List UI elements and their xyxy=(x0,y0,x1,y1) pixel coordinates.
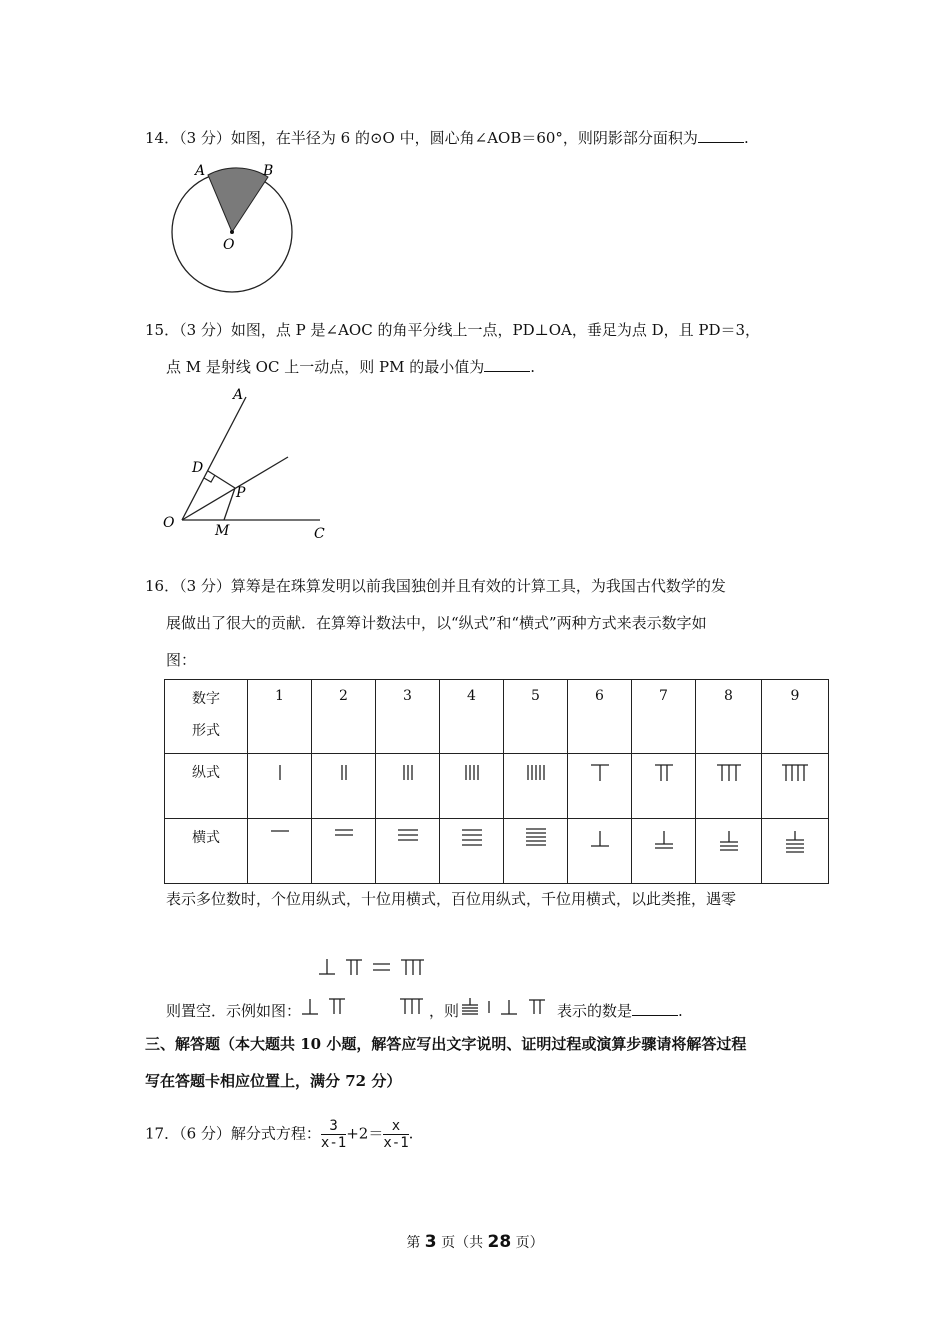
q17-number: 17． xyxy=(145,1124,180,1143)
q16-stem-1: 算筹是在珠算发明以前我国独创并且有效的计算工具，为我国古代数学的发 xyxy=(230,577,726,595)
vertical-rod-2 xyxy=(312,754,376,819)
table-row-vertical xyxy=(165,754,829,819)
horizontal-rod-7 xyxy=(632,819,696,884)
q15-label-m: M xyxy=(215,523,230,539)
q14-label-a: A xyxy=(195,163,206,179)
q16-line5 xyxy=(166,996,683,1021)
footer-page-number: 3 xyxy=(424,1232,437,1252)
horizontal-rod-3 xyxy=(376,819,440,884)
digit-cell: 1 xyxy=(248,680,312,754)
q14-text xyxy=(145,128,749,148)
vertical-rod-9 xyxy=(762,754,829,819)
q14-stem: 如图，在半径为 6 的⊙O 中，圆心角∠AOB＝60°，则阴影部分面积为 xyxy=(230,129,698,147)
header-digit-label: 数字 xyxy=(192,691,220,707)
footer-mid: 页（共 xyxy=(436,1235,488,1251)
q16-stem-5c: 表示的数是 xyxy=(557,1002,633,1020)
q17-stem: 解分式方程： xyxy=(230,1124,321,1143)
horizontal-rod-5 xyxy=(504,819,568,884)
q15-label-d: D xyxy=(192,460,204,476)
q14-number: 14． xyxy=(145,129,180,147)
q15-label-p: P xyxy=(236,485,246,501)
row-label-horizontal: 横式 xyxy=(165,819,248,884)
q16-number: 16． xyxy=(145,577,180,595)
vertical-rod-6 xyxy=(568,754,632,819)
q15-stem-2: 点 M 是射线 OC 上一动点，则 PM 的最小值为 xyxy=(166,358,485,376)
fraction-denominator: x-1 xyxy=(383,1135,409,1151)
q15-label-c: C xyxy=(314,526,325,542)
horizontal-rod-4 xyxy=(440,819,504,884)
fraction-numerator: 3 xyxy=(321,1118,346,1135)
footer-prefix: 第 xyxy=(406,1235,425,1251)
q17-middle: +2＝ xyxy=(346,1124,384,1143)
q15-line1 xyxy=(145,320,760,340)
q16-stem-5b: ，则 xyxy=(429,1002,460,1020)
section3-heading-1: 三、解答题（本大题共 10 小题，解答应写出文字说明、证明过程或演算步骤请将解答过程 xyxy=(145,1035,747,1053)
q15-stem-1: 如图，点 P 是∠AOC 的角平分线上一点，PD⊥OA，垂足为点 D，且 PD＝3， xyxy=(230,321,761,339)
fraction-numerator: x xyxy=(383,1118,408,1135)
q15-label-o: O xyxy=(163,515,175,531)
digit-cell: 5 xyxy=(504,680,568,754)
horizontal-rod-1 xyxy=(248,819,312,884)
q15-pm-segment xyxy=(224,488,235,520)
vertical-rod-8 xyxy=(696,754,762,819)
q16-stem-3: 图： xyxy=(166,651,197,669)
q16-stem-5a: 则置空．示例如图： xyxy=(166,1002,302,1020)
footer-suffix: 页） xyxy=(511,1235,544,1251)
q15-number: 15． xyxy=(145,321,180,339)
q14-shaded-sector xyxy=(208,168,268,232)
horizontal-rod-9 xyxy=(762,819,829,884)
q16-line1 xyxy=(145,576,726,596)
horizontal-rod-2 xyxy=(312,819,376,884)
digit-cell: 7 xyxy=(632,680,696,754)
q14-end: . xyxy=(743,129,749,147)
q17-score: （6 分） xyxy=(179,1124,231,1143)
q16-score: （3 分） xyxy=(179,577,231,595)
q17-fraction-2 xyxy=(383,1118,408,1151)
example-rods-top xyxy=(318,956,430,980)
q16-end: . xyxy=(678,1002,683,1020)
row-label-vertical: 纵式 xyxy=(165,754,248,819)
q14-score: （3 分） xyxy=(179,129,231,147)
section3-heading-2: 写在答题卡相应位置上，满分 72 分） xyxy=(145,1072,402,1090)
footer-total-pages: 28 xyxy=(487,1232,512,1252)
fraction-denominator: x-1 xyxy=(320,1135,347,1151)
q17-fraction-1 xyxy=(321,1118,346,1151)
vertical-rod-1 xyxy=(248,754,312,819)
table-row-horizontal xyxy=(165,819,829,884)
q14-circle-figure xyxy=(160,155,305,295)
digit-cell: 3 xyxy=(376,680,440,754)
header-form-label: 形式 xyxy=(192,723,220,739)
digit-cell: 2 xyxy=(312,680,376,754)
question-rods xyxy=(459,996,557,1020)
q14-label-b: B xyxy=(263,163,274,179)
vertical-rod-3 xyxy=(376,754,440,819)
horizontal-rod-6 xyxy=(568,819,632,884)
vertical-rod-7 xyxy=(632,754,696,819)
q14-answer-blank xyxy=(698,128,744,143)
q17-line xyxy=(145,1118,413,1151)
digit-cell: 8 xyxy=(696,680,762,754)
digit-cell: 4 xyxy=(440,680,504,754)
q15-line2 xyxy=(166,357,535,377)
q17-end: . xyxy=(408,1124,414,1143)
q15-angle-figure xyxy=(160,385,340,545)
q15-answer-blank xyxy=(484,357,530,372)
vertical-rod-5 xyxy=(504,754,568,819)
q15-right-angle-mark xyxy=(204,475,215,482)
q16-stem-4: 表示多位数时，个位用纵式，十位用横式，百位用纵式，千位用横式，以此类推，遇零 xyxy=(166,890,737,908)
counting-rod-table xyxy=(164,679,829,884)
horizontal-rod-8 xyxy=(696,819,762,884)
q16-answer-blank xyxy=(632,1001,678,1016)
table-header-cell xyxy=(165,680,248,754)
table-row-digits xyxy=(165,680,829,754)
q15-score: （3 分） xyxy=(179,321,231,339)
page-footer xyxy=(0,1232,950,1252)
digit-cell: 6 xyxy=(568,680,632,754)
vertical-rod-4 xyxy=(440,754,504,819)
q15-end: . xyxy=(530,358,535,376)
example-rods-bottom xyxy=(301,997,429,1019)
digit-cell: 9 xyxy=(762,680,829,754)
q15-label-a: A xyxy=(233,387,244,403)
q14-label-o: O xyxy=(223,237,235,253)
q16-stem-2: 展做出了很大的贡献．在算筹计数法中，以“纵式”和“横式”两种方式来表示数字如 xyxy=(166,614,707,632)
